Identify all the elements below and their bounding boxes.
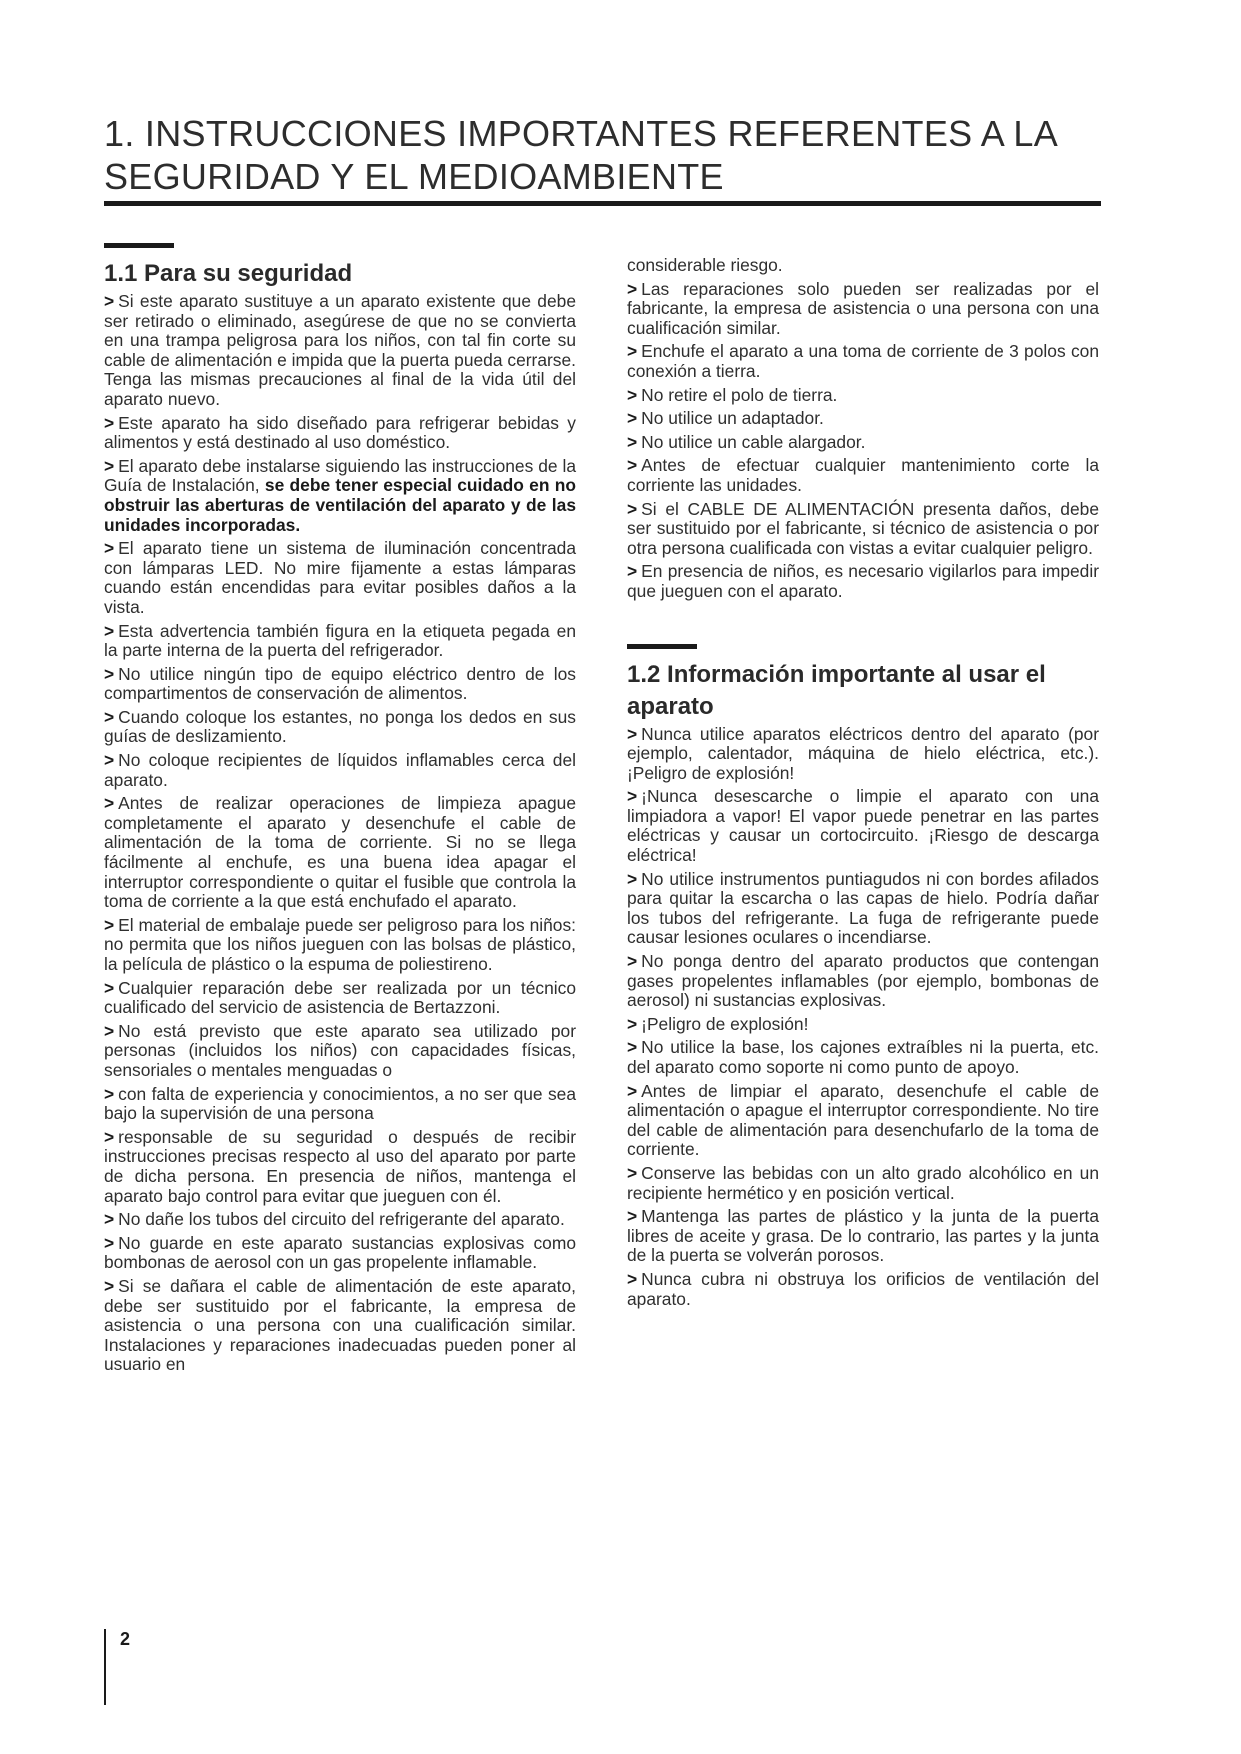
usage-item: > Mantenga las partes de plástico y la junta de la puerta libres de aceite y grasa. De lo contrario, las partes y la junta de la puerta se volverán porosos. bbox=[627, 1206, 1099, 1266]
safety-item: > Cualquier reparación debe ser realizada por un técnico cualificado del servicio de asistencia de Bertazzoni. bbox=[104, 977, 576, 1018]
bullet-arrow-icon: > bbox=[104, 538, 115, 559]
usage-item: > No ponga dentro del aparato productos que contengan gases propelentes inflamables (por ejemplo, bombonas de aerosol) ni sustancias explosivas. bbox=[627, 951, 1099, 1011]
safety-item: > con falta de experiencia y conocimientos, a no ser que sea bajo la supervisión de una persona bbox=[104, 1083, 576, 1124]
usage-item: > No utilice la base, los cajones extraíbles ni la puerta, etc. del aparato como soporte ni como punto de apoyo. bbox=[627, 1037, 1099, 1077]
usage-item: > ¡Nunca desescarche o limpie el aparato con una limpiadora a vapor! El vapor puede penetrar en las partes eléctricas y causar un cortocircuito. ¡Riesgo de descarga eléctrica! bbox=[627, 786, 1099, 866]
bullet-arrow-icon: > bbox=[627, 1162, 638, 1183]
bullet-arrow-icon: > bbox=[627, 341, 638, 362]
bullet-arrow-icon: > bbox=[627, 868, 638, 889]
page-title bbox=[104, 112, 1104, 198]
bullet-arrow-icon: > bbox=[627, 1080, 638, 1101]
usage-item: > Antes de limpiar el aparato, desenchufe el cable de alimentación o apague el interruptor correspondiente. No tire del cable de alimentación para desenchufarlo de la toma de corriente. bbox=[627, 1080, 1099, 1160]
safety-item: > El aparato debe instalarse siguiendo las instrucciones de la Guía de Instalación, se debe tener especial cuidado en no obstruir las aberturas de ventilación del aparato y de las unidades incorporadas. bbox=[104, 455, 576, 535]
safety-item: > No utilice ningún tipo de equipo eléctrico dentro de los compartimentos de conservación de alimentos. bbox=[104, 663, 576, 704]
safety-item: > Antes de efectuar cualquier mantenimiento corte la corriente las unidades. bbox=[627, 455, 1099, 495]
page-number: 2 bbox=[120, 1629, 131, 1649]
bullet-arrow-icon: > bbox=[104, 1020, 115, 1041]
safety-item: > No coloque recipientes de líquidos inflamables cerca del aparato. bbox=[104, 750, 576, 790]
safety-item: > Si este aparato sustituye a un aparato existente que debe ser retirado o eliminado, asegúrese de que no se convierta en una trampa peligrosa para los niños, con tal fin corte su cable de alimentación e impida que la puerta pueda cerrarse. Tenga las mismas precauciones al final de la vida útil del aparato nuevo. bbox=[104, 291, 576, 409]
usage-item: > ¡Peligro de explosión! bbox=[627, 1013, 809, 1034]
bullet-arrow-icon: > bbox=[627, 561, 638, 582]
bullet-arrow-icon: > bbox=[627, 1206, 638, 1227]
bullet-arrow-icon: > bbox=[627, 1013, 638, 1034]
bullet-arrow-icon: > bbox=[104, 1083, 115, 1104]
bullet-arrow-icon: > bbox=[627, 951, 638, 972]
bullet-arrow-icon: > bbox=[104, 455, 115, 476]
bullet-arrow-icon: > bbox=[627, 723, 638, 744]
safety-item: > No dañe los tubos del circuito del refrigerante del aparato. bbox=[104, 1209, 565, 1230]
bullet-arrow-icon: > bbox=[104, 793, 115, 814]
bullet-arrow-icon: > bbox=[627, 384, 638, 405]
left-column bbox=[104, 243, 576, 1379]
usage-item: > Nunca cubra ni obstruya los orificios de ventilación del aparato. bbox=[627, 1268, 1099, 1309]
section-1-marker bbox=[104, 243, 174, 248]
safety-item: > No guarde en este aparato sustancias explosivas como bombonas de aerosol con un gas propelente inflamable. bbox=[104, 1232, 576, 1273]
bullet-arrow-icon: > bbox=[104, 1232, 115, 1253]
section-2-marker bbox=[627, 644, 697, 649]
safety-item: > Cuando coloque los estantes, no ponga los dedos en sus guías de deslizamiento. bbox=[104, 706, 576, 747]
right-column bbox=[627, 256, 1099, 1313]
safety-item: > Este aparato ha sido diseñado para refrigerar bebidas y alimentos y está destinado al uso doméstico. bbox=[104, 412, 576, 453]
safety-item: > Si se dañara el cable de alimentación de este aparato, debe ser sustituido por el fabricante, la empresa de asistencia o una persona con una cualificación similar. Instalaciones y reparaciones inadecuadas pueden poner al usuario en bbox=[104, 1275, 576, 1375]
safety-item: > No utilice un adaptador. bbox=[627, 408, 824, 429]
section-2-title: 1.2 Información importante al usar el aparato bbox=[627, 660, 1046, 720]
safety-item: > Si el CABLE DE ALIMENTACIÓN presenta daños, debe ser sustituido por el fabricante, si técnico de asistencia o por otra persona cualificada con vistas a evitar cualquier peligro. bbox=[627, 498, 1099, 558]
bullet-arrow-icon: > bbox=[104, 1209, 115, 1230]
bullet-arrow-icon: > bbox=[104, 412, 115, 433]
bullet-arrow-icon: > bbox=[627, 498, 638, 519]
bullet-arrow-icon: > bbox=[627, 786, 638, 807]
usage-item: > Conserve las bebidas con un alto grado alcohólico en un recipiente hermético y en posición vertical. bbox=[627, 1162, 1099, 1203]
safety-item: > Antes de realizar operaciones de limpieza apague completamente el aparato y desenchufe el cable de alimentación de la toma de corriente. Si no se llega fácilmente al enchufe, es una buena idea apagar el interruptor correspondiente o quitar el fusible que controla la toma de corriente a la que está enchufado el aparato. bbox=[104, 793, 576, 912]
bullet-arrow-icon: > bbox=[104, 291, 115, 311]
bullet-arrow-icon: > bbox=[104, 750, 115, 771]
title-rule bbox=[104, 201, 1101, 206]
page-title-line-1: 1. INSTRUCCIONES IMPORTANTES REFERENTES A LA bbox=[104, 113, 1059, 154]
bullet-arrow-icon: > bbox=[104, 706, 115, 727]
bullet-arrow-icon: > bbox=[104, 914, 115, 935]
bullet-arrow-icon: > bbox=[104, 1275, 115, 1296]
page-number-rule bbox=[104, 1629, 106, 1705]
safety-item: > Esta advertencia también figura en la etiqueta pegada en la parte interna de la puerta del refrigerador. bbox=[104, 620, 576, 661]
bullet-arrow-icon: > bbox=[104, 663, 115, 684]
bullet-arrow-icon: > bbox=[627, 431, 638, 452]
safety-item: > El material de embalaje puede ser peligroso para los niños: no permita que los niños jueguen con las bolsas de plástico, la película de plástico o la espuma de poliestireno. bbox=[104, 914, 576, 974]
safety-item: > No retire el polo de tierra. bbox=[627, 384, 838, 405]
safety-item: > responsable de su seguridad o después de recibir instrucciones precisas respecto al uso del aparato por parte de dicha persona. En presencia de niños, mantenga el aparato bajo control para evitar que jueguen con él. bbox=[104, 1126, 576, 1206]
usage-item: > Nunca utilice aparatos eléctricos dentro del aparato (por ejemplo, calentador, máquina de hielo eléctrica, etc.). ¡Peligro de explosión! bbox=[627, 723, 1099, 783]
bullet-arrow-icon: > bbox=[104, 977, 115, 998]
safety-item: > Las reparaciones solo pueden ser realizadas por el fabricante, la empresa de asistencia o una persona con una cualificación similar. bbox=[627, 278, 1099, 338]
safety-item: > En presencia de niños, es necesario vigilarlos para impedir que jueguen con el aparato. bbox=[627, 561, 1099, 601]
bullet-arrow-icon: > bbox=[104, 1126, 115, 1147]
section-1-title: 1.1 Para su seguridad bbox=[104, 260, 353, 287]
bullet-arrow-icon: > bbox=[627, 278, 638, 299]
safety-item: > Enchufe el aparato a una toma de corriente de 3 polos con conexión a tierra. bbox=[627, 341, 1099, 381]
usage-item: > No utilice instrumentos puntiagudos ni con bordes afilados para quitar la escarcha o las capas de hielo. Podría dañar los tubos del refrigerante. La fuga de refrigerante puede causar lesiones oculares o incendiarse. bbox=[627, 868, 1099, 948]
safety-item: > El aparato tiene un sistema de iluminación concentrada con lámparas LED. No mire fijamente a estas lámparas cuando están encendidas para evitar posibles daños a la vista. bbox=[104, 538, 576, 617]
ventilation-warning: se debe tener especial cuidado en no obstruir las aberturas de ventilación del aparato y de las unidades incorporadas. bbox=[104, 475, 576, 535]
safety-item: > No está previsto que este aparato sea utilizado por personas (incluidos los niños) con capacidades físicas, sensoriales o mentales menguadas o bbox=[104, 1020, 576, 1080]
bullet-arrow-icon: > bbox=[104, 620, 115, 641]
safety-item: > No utilice un cable alargador. bbox=[627, 431, 866, 452]
bullet-arrow-icon: > bbox=[627, 1037, 638, 1058]
page-title-line-2: SEGURIDAD Y EL MEDIOAMBIENTE bbox=[104, 156, 724, 197]
bullet-arrow-icon: > bbox=[627, 408, 638, 429]
safety-item-continued: considerable riesgo. bbox=[627, 255, 783, 275]
bullet-arrow-icon: > bbox=[627, 1268, 638, 1289]
bullet-arrow-icon: > bbox=[627, 455, 638, 476]
